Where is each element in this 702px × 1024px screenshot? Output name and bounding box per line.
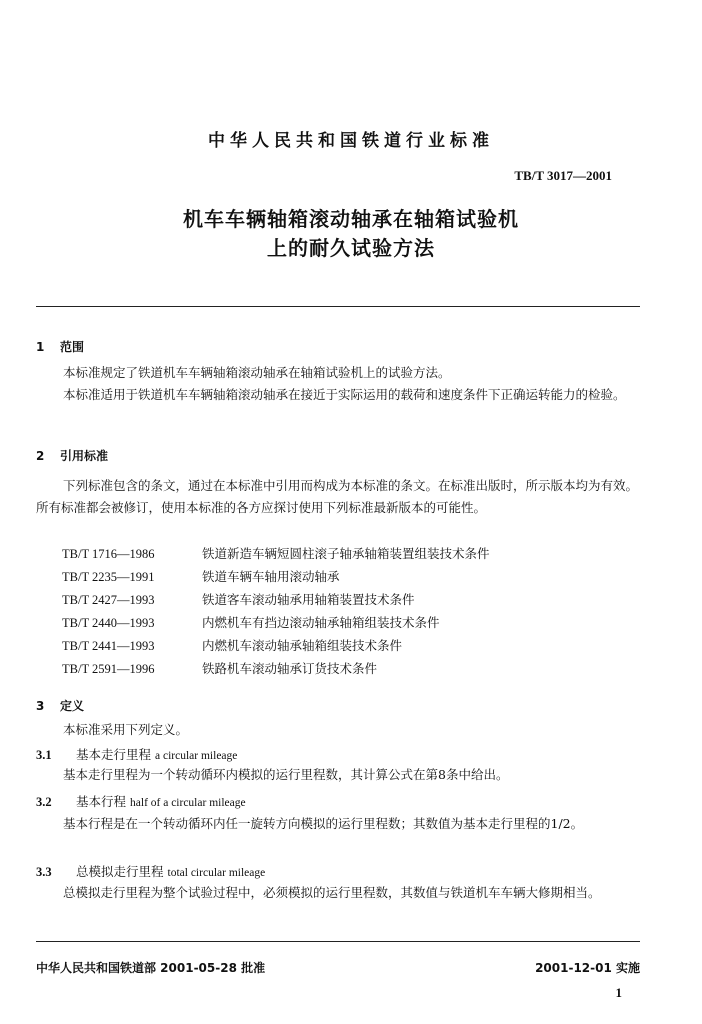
- section-number: 3: [36, 699, 45, 713]
- definition-number: 3.1: [36, 748, 52, 762]
- section-1-heading: [36, 338, 84, 355]
- reference-code: TB/T 2440—1993: [62, 616, 155, 630]
- section-2-heading: [36, 447, 108, 464]
- reference-title: 铁道车辆车轴用滚动轴承: [202, 569, 340, 584]
- definition-term: 基本走行里程: [76, 747, 152, 762]
- reference-title: 铁道新造车辆短圆柱滚子轴承轴箱装置组装技术条件: [202, 546, 490, 561]
- definition-term-en: total circular mileage: [167, 867, 266, 879]
- definition-text: 总模拟走行里程为整个试验过程中，必须模拟的运行里程数，其数值与铁道机车车辆大修期相当。: [63, 885, 601, 900]
- section-number: 1: [36, 340, 45, 354]
- definition-term-en: a circular mileage: [155, 750, 238, 762]
- definitions-intro: 本标准采用下列定义。: [63, 722, 189, 737]
- definition-heading: [36, 745, 237, 763]
- page-number: 1: [615, 985, 622, 1000]
- standard-number: TB/T 3017—2001: [514, 168, 612, 183]
- definition-text: 基本行程是在一个转动循环内任一旋转方向模拟的运行里程数；其数值为基本走行里程的1/2。: [63, 816, 584, 831]
- section-number: 2: [36, 449, 45, 463]
- top-divider: [36, 306, 640, 307]
- reference-code: TB/T 2235—1991: [62, 570, 155, 584]
- reference-item: [62, 659, 377, 677]
- section-title: 范围: [60, 340, 85, 354]
- scope-paragraph-1: 本标准规定了铁道机车车辆轴箱滚动轴承在轴箱试验机上的试验方法。: [63, 365, 451, 380]
- definition-number: 3.3: [36, 865, 52, 879]
- reference-title: 内燃机车滚动轴承轴箱组装技术条件: [202, 638, 403, 653]
- reference-title: 内燃机车有挡边滚动轴承轴箱组装技术条件: [202, 615, 440, 630]
- definition-number: 3.2: [36, 795, 52, 809]
- section-3-heading: [36, 697, 84, 714]
- section-title: 定义: [60, 699, 85, 713]
- reference-item: [62, 567, 340, 585]
- document-title-line1: 机车车辆轴箱滚动轴承在轴箱试验机: [183, 207, 519, 231]
- definition-term-en: half of a circular mileage: [130, 797, 246, 809]
- definition-heading: [36, 792, 246, 810]
- reference-code: TB/T 2591—1996: [62, 662, 155, 676]
- reference-item: [62, 613, 440, 631]
- reference-item: [62, 544, 490, 562]
- bottom-divider: [36, 941, 640, 942]
- effective-date: 2001-12-01 实施: [535, 961, 640, 975]
- reference-title: 铁道客车滚动轴承用轴箱装置技术条件: [202, 592, 415, 607]
- reference-code: TB/T 2427—1993: [62, 593, 155, 607]
- reference-item: [62, 590, 415, 608]
- definition-term: 基本行程: [76, 794, 127, 809]
- definition-text: 基本走行里程为一个转动循环内模拟的运行里程数，其计算公式在第8条中给出。: [63, 767, 509, 782]
- document-title-line2: 上的耐久试验方法: [267, 236, 435, 260]
- approval-statement: 中华人民共和国铁道部 2001-05-28 批准: [36, 961, 266, 975]
- section-title: 引用标准: [60, 449, 109, 463]
- references-intro: 下列标准包含的条文，通过在本标准中引用而构成为本标准的条文。在标准出版时，所示版本均为有效。所有标准都会被修订，使用本标准的各方应探讨使用下列标准最新版本的可能性。: [36, 478, 639, 515]
- scope-paragraph-2: 本标准适用于铁道机车车辆轴箱滚动轴承在接近于实际运用的载荷和速度条件下正确运转能力的检验。: [63, 387, 626, 402]
- reference-code: TB/T 1716—1986: [62, 547, 155, 561]
- standard-category: 中华人民共和国铁道行业标准: [208, 131, 494, 151]
- reference-title: 铁路机车滚动轴承订货技术条件: [202, 661, 378, 676]
- definition-term: 总模拟走行里程: [76, 864, 164, 879]
- reference-code: TB/T 2441—1993: [62, 639, 155, 653]
- reference-item: [62, 636, 402, 654]
- definition-heading: [36, 862, 265, 880]
